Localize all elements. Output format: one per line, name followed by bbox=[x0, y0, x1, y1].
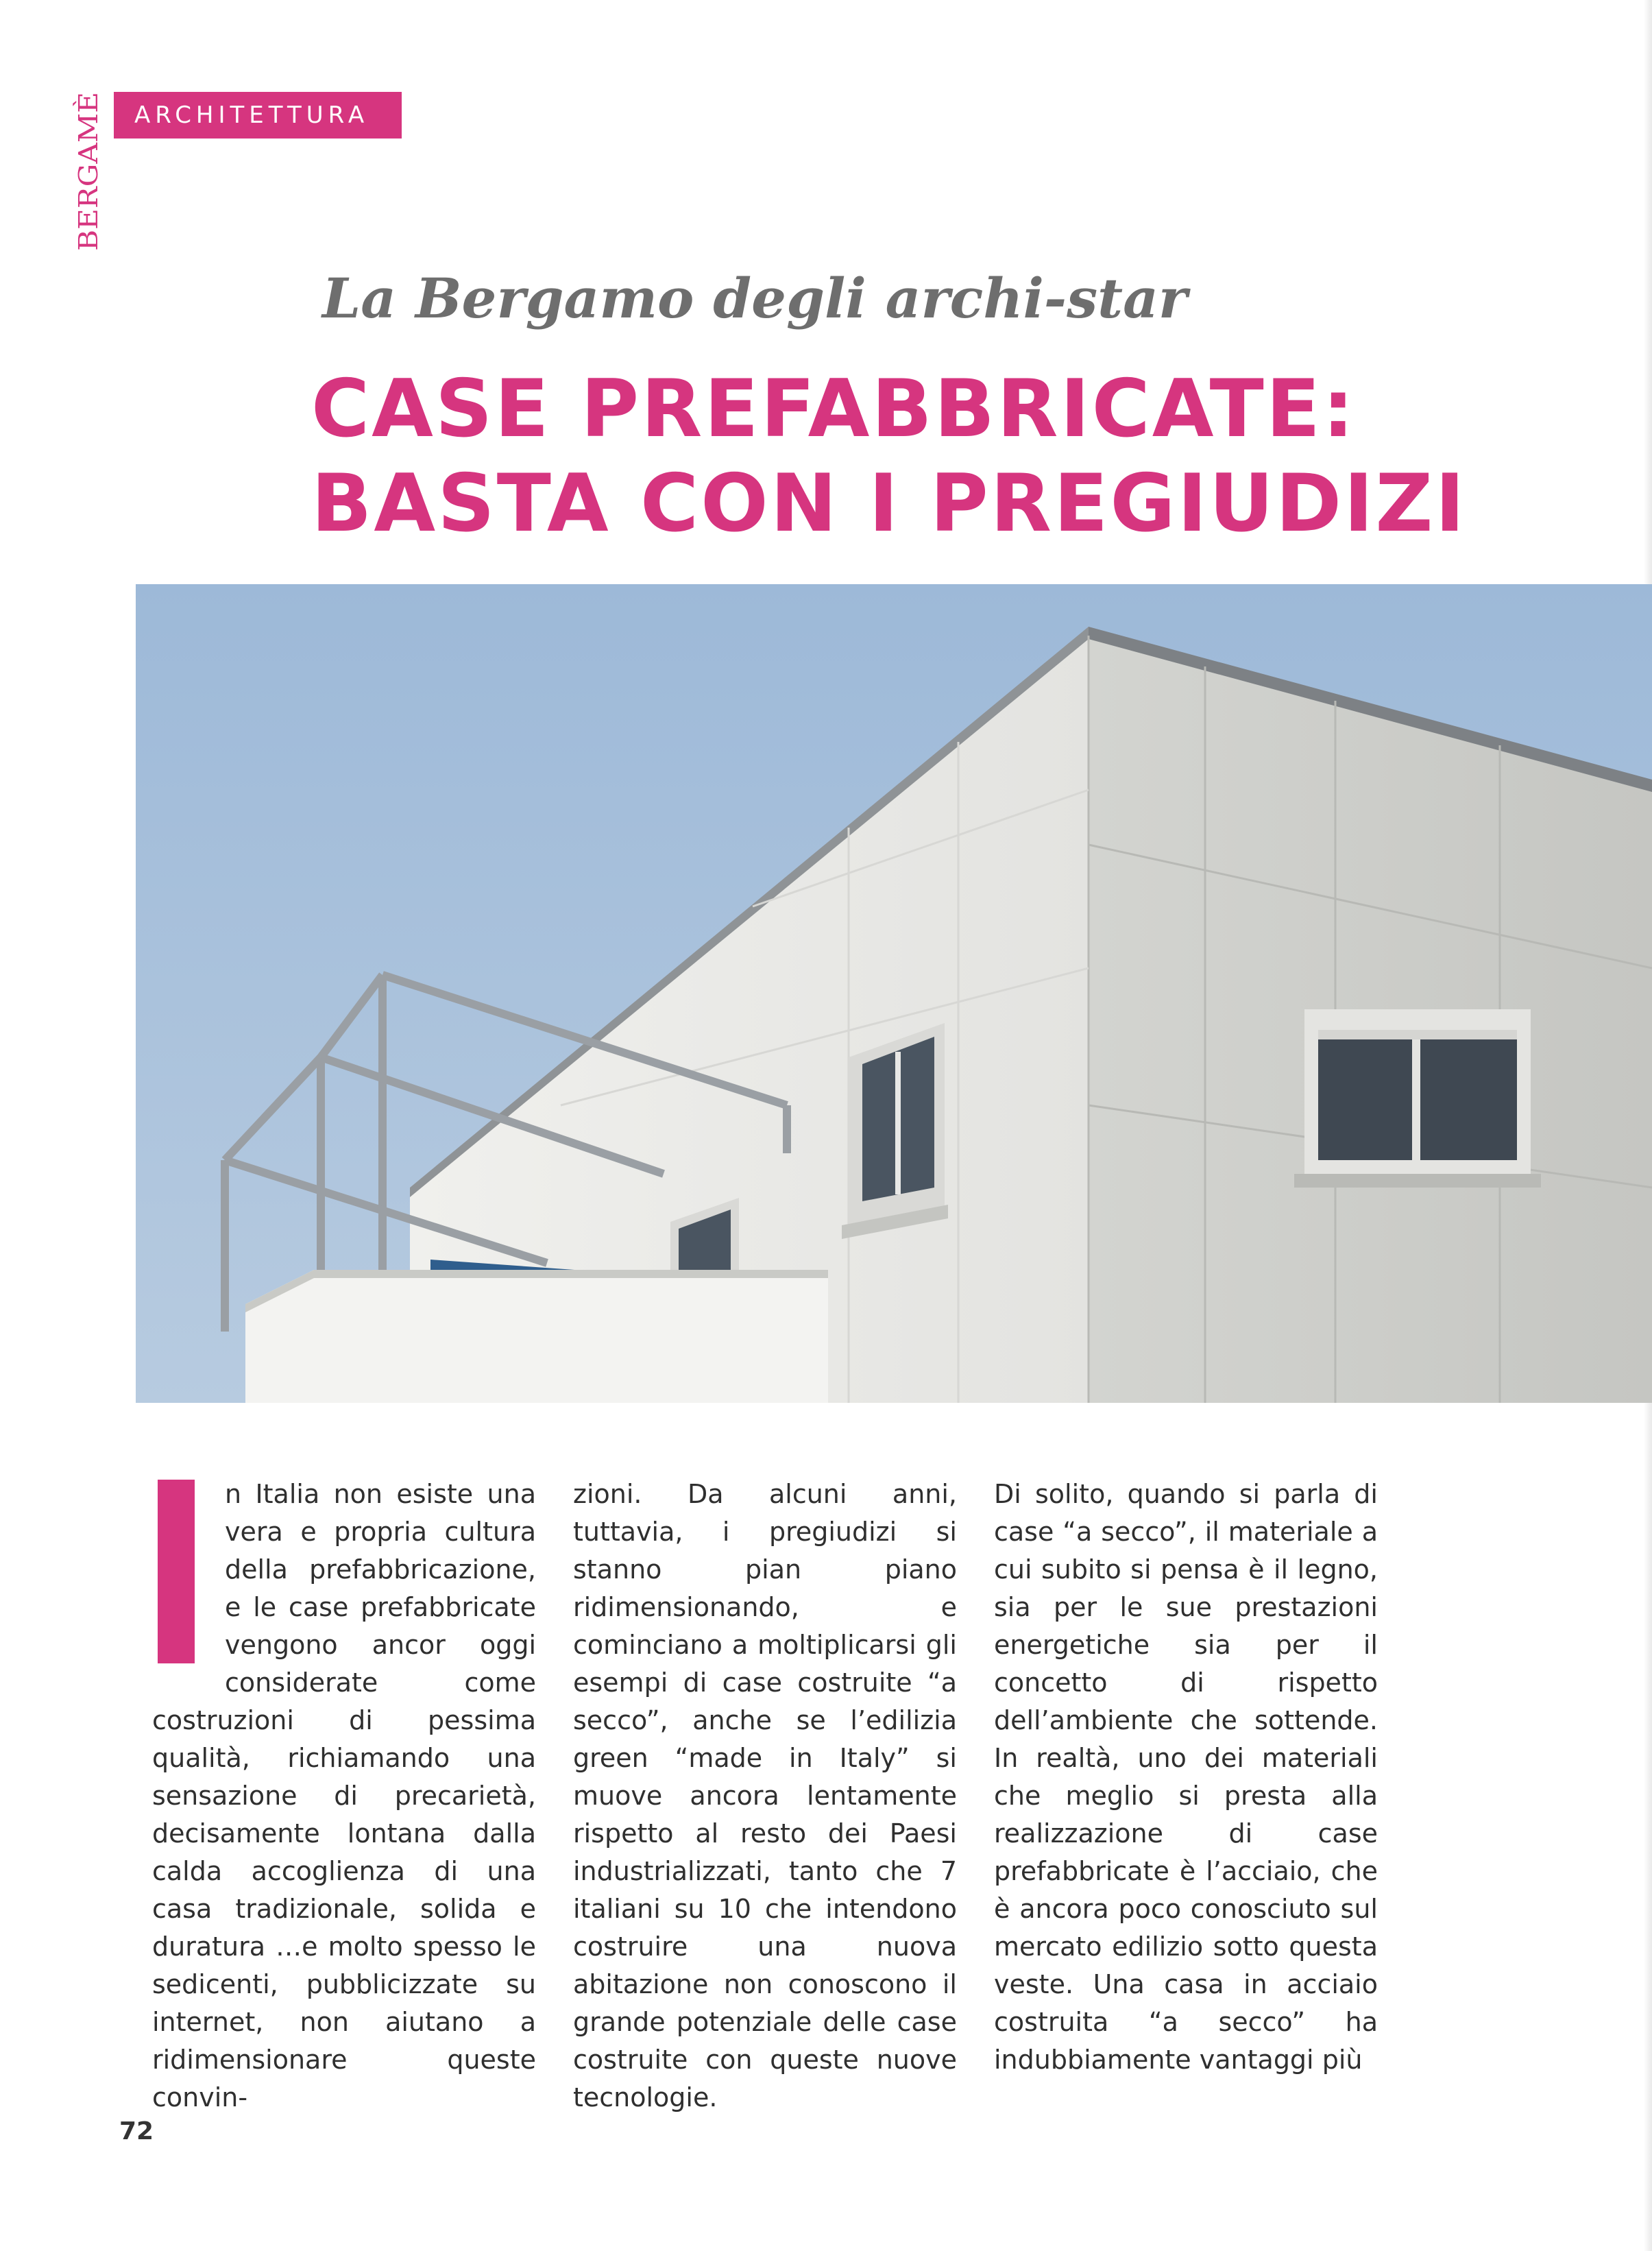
article-headline bbox=[311, 362, 1545, 551]
column-1-text: n Italia non esiste una vera e propria cultura della prefabbricazione, e le case prefabbricate vengono ancor oggi considerate come costruzioni di pessima qualità, richiamando una sensazione di precarietà, decisamente lontana dalla calda accoglienza di una casa tradizionale, solida e duratura …e molto spesso le sedicenti, pubblicizzate su internet, non aiutano a ridimensionare queste convin- bbox=[152, 1479, 536, 2112]
page-number: 72 bbox=[119, 2117, 154, 2145]
magazine-logo bbox=[63, 89, 111, 254]
headline-line-1: CASE PREFABBRICATE: bbox=[311, 363, 1357, 455]
building-photo bbox=[136, 584, 1652, 1403]
article-column-1 bbox=[152, 1476, 536, 2117]
drop-cap-bar bbox=[158, 1480, 195, 1663]
logo-text: BERGAMÈ bbox=[73, 108, 104, 251]
section-tag: ARCHITETTURA bbox=[114, 92, 402, 139]
headline-line-2: BASTA CON I PREGIUDIZI bbox=[311, 457, 1467, 550]
article-kicker: La Bergamo degli archi-star bbox=[322, 266, 1188, 330]
article-column-3: Di solito, quando si parla di case “a secco”, il materiale a cui subito si pensa è il legno, sia per le sue prestazioni energetiche sia per il concetto di rispetto dell’ambiente che sottende. In realtà, uno dei materiali che meglio si presta alla realizzazione di case prefabbricate è l’acciaio, che è ancora poco conosciuto sul mercato edilizio sotto questa veste. Una casa in acciaio costruita “a secco” ha indubbiamente vantaggi più bbox=[994, 1479, 1378, 2075]
article-column-2: zioni. Da alcuni anni, tuttavia, i pregiudizi si stanno pian piano ridimensionando, e cominciano a moltiplicarsi gli esempi di case costruite “a secco”, anche se l’edilizia green “made in Italy” si muove ancora lentamente rispetto al resto dei Paesi industrializzati, tanto che 7 italiani su 10 che intendono costruire una nuova abitazione non conoscono il grande potenziale delle case costruite con queste nuove tecnologie. bbox=[573, 1479, 957, 2112]
